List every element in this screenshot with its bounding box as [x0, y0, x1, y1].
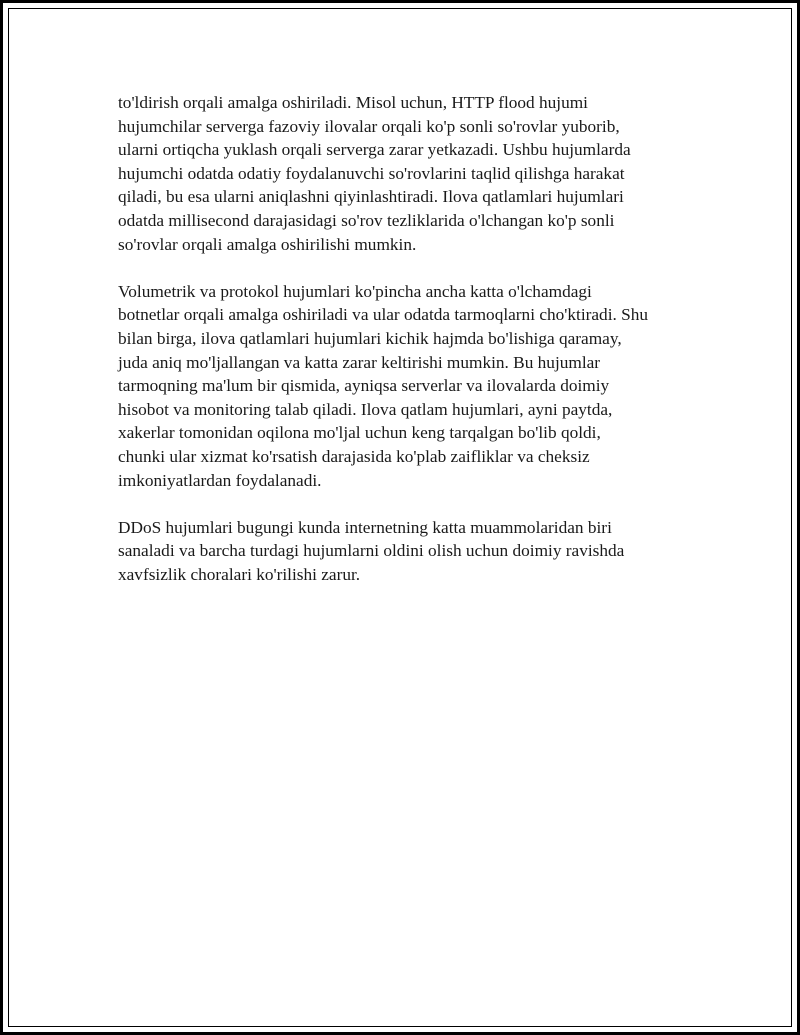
text-line: so'rovlar orqali amalga oshirilishi mumkin.: [118, 234, 417, 254]
text-line: hujumchi odatda odatiy foydalanuvchi so'rovlarini taqlid qilishga harakat: [118, 163, 625, 183]
text-line: hisobot va monitoring talab qiladi. Ilova qatlam hujumlari, ayni paytda,: [118, 399, 613, 419]
text-line: sanaladi va barcha turdagi hujumlarni oldini olish uchun doimiy ravishda: [118, 541, 625, 561]
text-line: juda aniq mo'ljallangan va katta zarar keltirishi mumkin. Bu hujumlar: [118, 352, 601, 372]
paragraph-3: [118, 516, 698, 587]
document-body: [118, 91, 698, 610]
text-line: DDoS hujumlari bugungi kunda internetning katta muammolaridan biri: [118, 517, 612, 537]
text-line: tarmoqning ma'lum bir qismida, ayniqsa serverlar va ilovalarda doimiy: [118, 376, 610, 396]
paragraph-2: [118, 280, 698, 492]
text-line: odatda millisecond darajasidagi so'rov tezliklarida o'lchangan ko'p sonli: [118, 210, 615, 230]
text-line: ularni ortiqcha yuklash orqali serverga zarar yetkazadi. Ushbu hujumlarda: [118, 140, 631, 160]
text-line: hujumchilar serverga fazoviy ilovalar orqali ko'p sonli so'rovlar yuborib,: [118, 116, 620, 136]
paragraph-1: [118, 91, 698, 256]
text-line: botnetlar orqali amalga oshiriladi va ular odatda tarmoqlarni cho'ktiradi. Shu: [118, 305, 649, 325]
text-line: xavfsizlik choralari ko'rilishi zarur.: [118, 564, 361, 584]
text-line: chunki ular xizmat ko'rsatish darajasida ko'plab zaifliklar va cheksiz: [118, 446, 590, 466]
text-line: imkoniyatlardan foydalanadi.: [118, 470, 322, 490]
text-line: to'ldirish orqali amalga oshiriladi. Misol uchun, HTTP flood hujumi: [118, 93, 588, 112]
text-line: bilan birga, ilova qatlamlari hujumlari kichik hajmda bo'lishiga qaramay,: [118, 328, 622, 348]
text-line: Volumetrik va protokol hujumlari ko'pincha ancha katta o'lchamdagi: [118, 281, 592, 301]
text-line: qiladi, bu esa ularni aniqlashni qiyinlashtiradi. Ilova qatlamlari hujumlari: [118, 187, 624, 207]
text-line: xakerlar tomonidan oqilona mo'ljal uchun keng tarqalgan bo'lib qoldi,: [118, 423, 601, 443]
